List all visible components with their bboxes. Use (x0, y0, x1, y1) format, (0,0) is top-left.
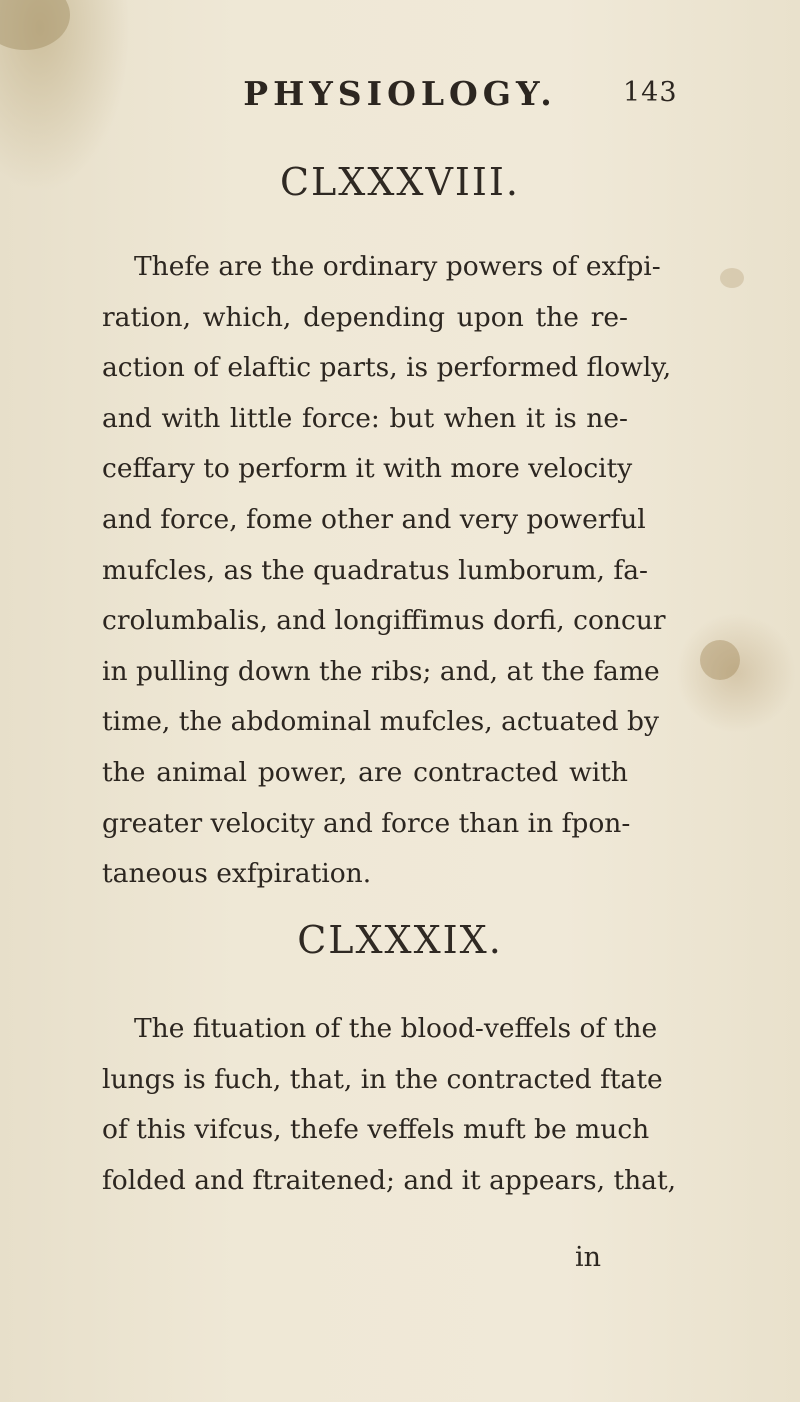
text-line: crolumbalis, and longiffimus dorfi, concur (102, 605, 666, 637)
running-head-title: PHYSIOLOGY. (243, 74, 557, 113)
text-line: Thefe are the ordinary powers of exfpi- (134, 251, 661, 282)
section-heading: CLXXXVIII. (279, 160, 521, 204)
paragraph (102, 242, 672, 900)
foxing-stain (0, 0, 70, 50)
paragraph (102, 1004, 677, 1206)
text-line: greater velocity and force than in fpon- (102, 807, 631, 839)
catchword: in (575, 1242, 602, 1273)
text-line: folded and ftraitened; and it appears, that, (102, 1164, 677, 1196)
text-line: and force, fome other and very powerful (102, 503, 646, 535)
text-line: action of elaftic parts, is performed flowly, (102, 352, 672, 384)
page-number: 143 (623, 77, 678, 108)
running-head (0, 74, 800, 113)
text-line: the animal power, are contracted with (102, 756, 628, 788)
section-heading: CLXXXIX. (297, 918, 503, 962)
text-line: ration, which, depending upon the re- (102, 301, 628, 333)
text-line: mufcles, as the quadratus lumborum, fa- (102, 554, 648, 586)
foxing-stain (720, 268, 744, 288)
text-line: of this vifcus, thefe veffels muft be much (102, 1114, 650, 1146)
text-line: in pulling down the ribs; and, at the fame (102, 655, 660, 687)
text-line: and with little force: but when it is ne- (102, 402, 628, 434)
foxing-stain (700, 640, 740, 680)
text-line: time, the abdominal mufcles, actuated by (102, 706, 659, 738)
text-line: ceffary to perform it with more velocity (102, 453, 633, 485)
text-line: The fituation of the blood-veffels of the (134, 1013, 658, 1044)
text-line: taneous exfpiration. (102, 858, 372, 890)
text-line: lungs is fuch, that, in the contracted ftate (102, 1063, 663, 1095)
